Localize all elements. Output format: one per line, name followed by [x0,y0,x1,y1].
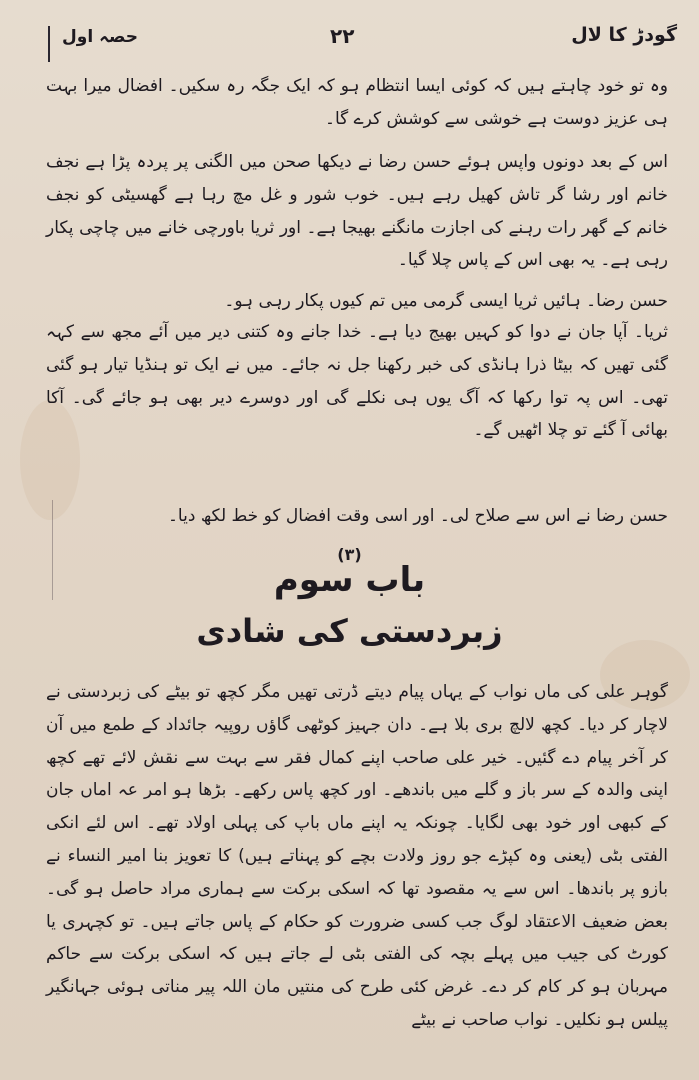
book-title: گودڑ کا لال [571,24,677,46]
chapter-body [46,676,668,1037]
paragraph-text: حسن رضا نے اس سے صلاح لی۔ اور اسی وقت افضال کو خط لکھ دیا۔ [167,506,668,526]
paragraph-text: اس کے بعد دونوں واپس ہوئے حسن رضا نے دیکھا صحن میں الگنی پر پردہ پڑا ہے نجف خانم اور رشا گر تاش کھیل رہے ہیں۔ خوب شور و غل مچ رہا ہے گھسیٹی کو نجف خانم کے گھر رات رہنے کی اجازت مانگنے بھیجا ہے۔ اور ثریا باورچی خانے میں چاچی پکار رہی ہے۔ یہ بھی اس کے پاس چلا گیا۔ [46,152,668,271]
chapter-subtitle: زبردستی کی شادی [196,612,503,650]
paragraph-text: حسن رضا۔ ہائیں ثریا ایسی گرمی میں تم کیوں پکار رہی ہو۔ [224,291,668,311]
header-margin-rule [48,26,50,62]
paragraph-text: گوہر علی کی ماں نواب کے یہاں پیام دیتے ڈرتی تھیں مگر کچھ تو بیٹے کی زبردستی نے لاچار کر دیا۔ کچھ لالچ بری بلا ہے۔ دان جہیز کوٹھی گاؤں روپیہ جائداد کے طمع میں آن کر آخر پیام دے گئیں۔ خیر علی صاحب اپنے کمال فقر سے بہت سے نقش لائے تھے کچھ اپنی والدہ کے سر باز و گلے میں باندھے۔ اور کچھ پاس رکھے۔ بڑھا ہو امر عہ اماں جان کے کبھی اور خود بھی لگایا۔ چونکہ یہ اپنے ماں باپ کی پہلی اولاد تھے۔ اس لئے انکی الفتی بٹی (یعنی وہ کپڑے جو روز ولادت بچے کو پہناتے ہیں) کا تعویز بنا امیر النساء نے بازو پر باندھا۔ اس سے یہ مقصود تھا کہ اسکی برکت سے ہماری مراد حاصل ہو گی۔ بعض ضعیف الاعتقاد لوگ جب کسی ضرورت کو حکام کے پاس جاتے ہیں۔ تو کچہری یا کورٹ کی جیب میں پہلے بچہ کی الفتی بٹی لے جاتے ہیں کہ اسکی برکت سے حاکم مہربان ہو کر کام کر دے۔ غرض کئی طرح کی منتیں مان اللہ پیر مناتی ہوئی جہانگیر پیلس ہو نکلیں۔ نواب صاحب نے بیٹے [46,682,668,1030]
dialogue-suraiya [46,316,668,447]
chapter-number: (۳) [337,545,362,564]
page-number: ۲۲ [330,24,355,48]
section-label: حصہ اول [62,27,139,47]
paragraph-2 [46,146,668,277]
paragraph-1 [46,70,668,136]
paragraph-text: ثریا۔ آپا جان نے دوا کو کہیں بھیج دیا ہے۔ خدا جانے وہ کتنی دیر میں آئے مجھ سے کہہ گئی تھیں کہ بیٹا ذرا ہانڈی کی خبر رکھنا جل نہ جائے۔ میں نے ایک تو ہنڈیا تیار ہو گئی تھی۔ اس پہ توا رکھا کہ آگ یوں ہی نکلے گی اور دوسرے دیر بھی ہو جائے گی۔ آکا بھائی آ گئے تو چلا اٹھیں گے۔ [46,322,668,441]
paragraph-text: وہ تو خود چاہتے ہیں کہ کوئی ایسا انتظام ہو کہ ایک جگہ رہ سکیں۔ افضال میرا بہت ہی عزیز دوست ہے خوشی سے کوشش کرے گا۔ [46,76,668,129]
paragraph-5 [46,500,668,533]
dialogue-hasan-raza [46,285,668,318]
page-header [0,18,699,62]
chapter-heading: باب سوم [273,560,426,600]
